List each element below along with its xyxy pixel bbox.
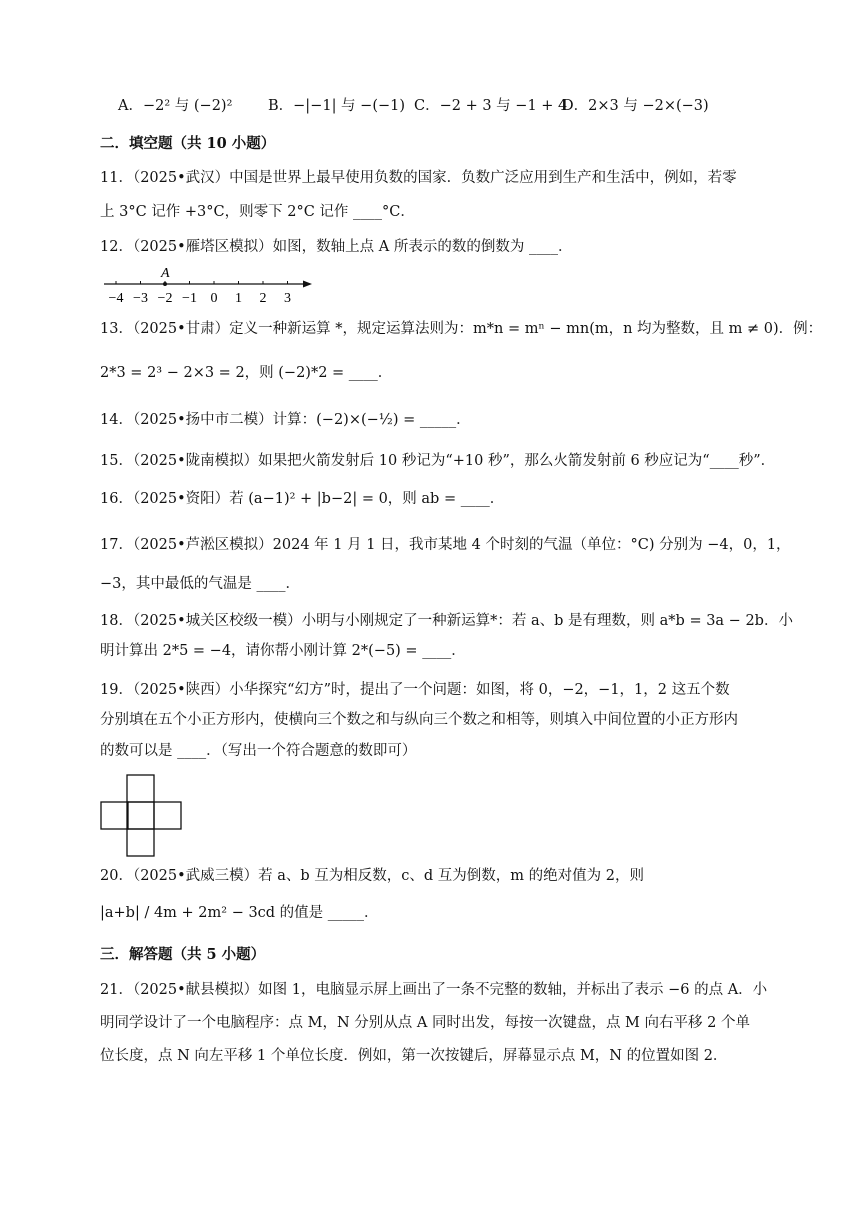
q21-line-1: 21．（2025•献县模拟）如图 1，电脑显示屏上画出了一条不完整的数轴，并标出了表示 −6 的点 A．小 bbox=[100, 982, 768, 998]
q12-text: 12．（2025•雁塔区模拟）如图，数轴上点 A 所表示的数的倒数为 ____． bbox=[100, 239, 573, 255]
number-line-arrow bbox=[303, 281, 312, 288]
q21-line-2: 明同学设计了一个电脑程序：点 M，N 分别从点 A 同时出发，每按一次键盘，点 M 向右平移 2 个单 bbox=[100, 1015, 750, 1031]
square-right bbox=[154, 802, 181, 829]
q17-line-1: 17．（2025•芦淞区模拟）2024 年 1 月 1 日，我市某地 4 个时刻的气温（单位：°C) 分别为 −4，0，1， bbox=[100, 537, 791, 553]
number-line-tick-label: −3 bbox=[133, 291, 148, 306]
option-d-label: D． bbox=[562, 98, 589, 114]
q18-line-1: 18．（2025•城关区校级一模）小明与小刚规定了一种新运算*：若 a、b 是有理数，则 a*b = 3a − 2b．小 bbox=[100, 613, 793, 629]
q20-line-1: 20．（2025•武威三模）若 a、b 互为相反数，c、d 互为倒数，m 的绝对值为 2，则 bbox=[100, 868, 645, 884]
number-line-tick-label: 1 bbox=[235, 291, 242, 306]
number-line-figure bbox=[98, 264, 318, 308]
number-line-tick-label: −4 bbox=[108, 291, 124, 306]
q11-line-2: 上 3°C 记作 +3°C，则零下 2°C 记作 ____°C． bbox=[100, 204, 415, 220]
number-line-tick-label: 0 bbox=[210, 291, 218, 306]
q11-line-1: 11．（2025•武汉）中国是世界上最早使用负数的国家．负数广泛应用到生产和生活中，例如，若零 bbox=[100, 170, 737, 186]
point-a-dot bbox=[163, 282, 167, 286]
cross-squares-figure bbox=[100, 774, 184, 858]
option-a-text: −2² 与 (−2)² bbox=[142, 98, 233, 114]
number-line-tick-label: −1 bbox=[182, 291, 197, 306]
number-line-tick-label: 2 bbox=[259, 291, 267, 306]
option-c bbox=[414, 94, 567, 115]
number-line-tick-label: −2 bbox=[157, 291, 173, 306]
number-line-tick-label: 3 bbox=[284, 291, 291, 306]
square-left bbox=[101, 802, 128, 829]
q14-text: 14．（2025•扬中市二模）计算：(−2)×(−½) = _____． bbox=[100, 412, 471, 428]
square-top bbox=[127, 775, 154, 802]
section-2-title: 二．填空题（共 10 小题） bbox=[100, 135, 276, 152]
option-a-label: A． bbox=[118, 98, 143, 114]
point-a-label: A bbox=[161, 266, 170, 281]
q19-line-2: 分别填在五个小正方形内，使横向三个数之和与纵向三个数之和相等，则填入中间位置的小正方形内 bbox=[100, 712, 738, 728]
option-b-text: −|−1| 与 −(−1) bbox=[293, 98, 406, 114]
square-center bbox=[127, 802, 154, 829]
q21-line-3: 位长度，点 N 向左平移 1 个单位长度．例如，第一次按键后，屏幕显示点 M，N 的位置如图 2． bbox=[100, 1048, 728, 1064]
q16-text: 16．（2025•资阳）若 (a−1)² + |b−2| = 0，则 ab = ____． bbox=[100, 491, 505, 507]
q13-line-1: 13．（2025•甘肃）定义一种新运算 *，规定运算法则为：m*n = mⁿ − mn(m，n 均为整数，且 m ≠ 0)．例： bbox=[100, 321, 823, 337]
option-a bbox=[118, 94, 232, 115]
q19-line-3: 的数可以是 ____．（写出一个符合题意的数即可） bbox=[100, 743, 417, 759]
section-3-title: 三．解答题（共 5 小题） bbox=[100, 946, 266, 963]
option-d bbox=[562, 94, 709, 115]
q19-line-1: 19．（2025•陕西）小华探究“幻方”时，提出了一个问题：如图，将 0，−2，−1，1，2 这五个数 bbox=[100, 682, 730, 698]
option-c-label: C． bbox=[414, 98, 440, 114]
q18-line-2: 明计算出 2*5 = −4，请你帮小刚计算 2*(−5) = ____． bbox=[100, 643, 466, 659]
q13-line-2: 2*3 = 2³ − 2×3 = 2，则 (−2)*2 = ____． bbox=[100, 365, 393, 381]
q17-line-2: −3，其中最低的气温是 ____． bbox=[100, 576, 300, 592]
q15-text: 15．（2025•陇南模拟）如果把火箭发射后 10 秒记为“+10 秒”，那么火箭发射前 6 秒应记为“____秒”． bbox=[100, 453, 776, 469]
option-c-text: −2 + 3 与 −1 + 4 bbox=[439, 98, 568, 114]
option-d-text: 2×3 与 −2×(−3) bbox=[588, 98, 709, 114]
option-b-label: B． bbox=[268, 98, 294, 114]
square-bottom bbox=[127, 829, 154, 856]
option-b bbox=[268, 94, 405, 115]
q20-line-2: |a+b| / 4m + 2m² − 3cd 的值是 _____． bbox=[100, 905, 379, 921]
